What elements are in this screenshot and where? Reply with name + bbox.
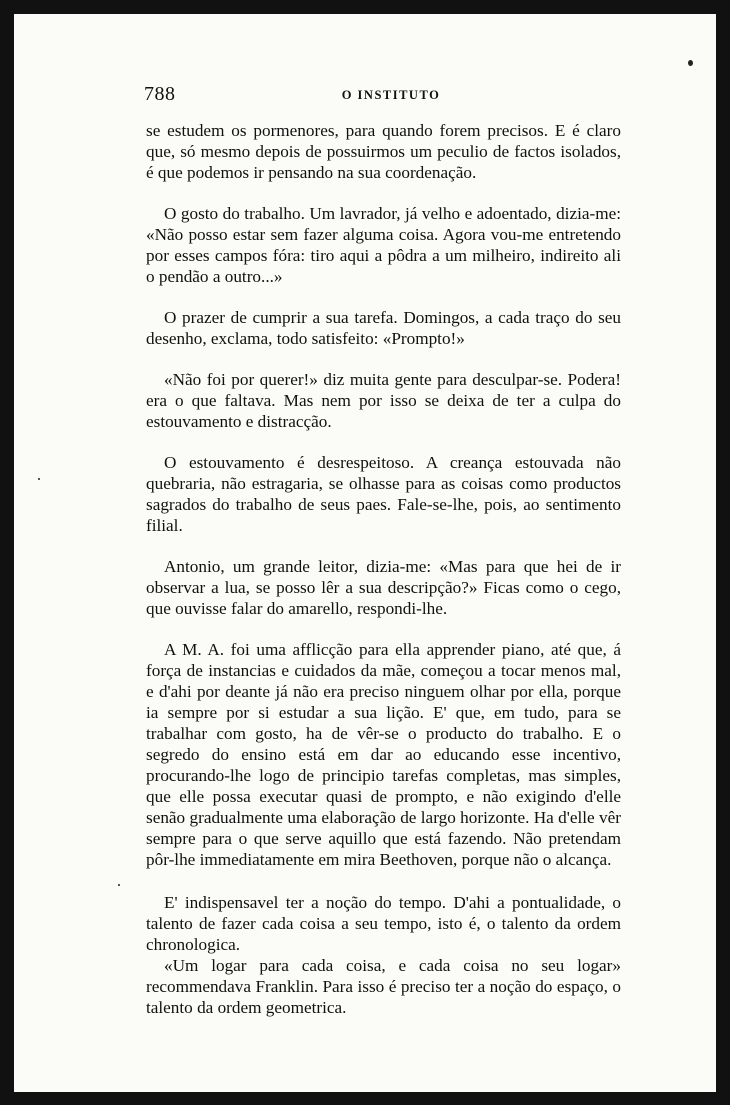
paragraph-8: E' indispensavel ter a noção do tempo. D'ahi a pontualidade, o talento de fazer cada coisa a seu tempo, isto é, o talento da ordem chronologica. — [146, 893, 621, 954]
paragraph-1: se estudem os pormenores, para quando forem precisos. E é claro que, só mesmo depois de possuirmos um peculio de factos isolados, é que podemos ir pensando na sua coordenação. — [146, 121, 621, 182]
running-title: O INSTITUTO — [341, 88, 441, 102]
body-text — [146, 120, 621, 1018]
paragraph-3: O prazer de cumprir a sua tarefa. Domingos, a cada traço do seu desenho, exclama, todo satisfeito: «Prompto!» — [146, 308, 621, 348]
page-number: 788 — [144, 83, 176, 105]
paragraph-5: O estouvamento é desrespeitoso. A creança estouvada não quebraria, não estragaria, se olhasse para as coisas como productos sagrados do trabalho de seus paes. Fale-se-lhe, pois, ao sentimento filial. — [146, 453, 621, 535]
ink-speck — [118, 884, 120, 886]
paragraph-4: «Não foi por querer!» diz muita gente para desculpar-se. Podera! era o que faltava. Mas nem por isso se deixa de ter a culpa do estouvamento e distracção. — [146, 370, 621, 431]
paragraph-6: Antonio, um grande leitor, dizia-me: «Mas para que hei de ir observar a lua, se posso lêr a sua descripção?» Ficas como o cego, que ouvisse falar do amarello, respondi-lhe. — [146, 557, 621, 618]
ink-speck — [38, 478, 40, 480]
paragraph-7: A M. A. foi uma afflicção para ella apprender piano, até que, á força de instancias e cuidados da mãe, começou a tocar menos mal, e d'ahi por deante já não era preciso ninguem olhar por ella, porque ia sempre por si estudar a sua lição. E' que, em tudo, para se trabalhar com gosto, ha de vêr-se o producto do trabalho. E o segredo do ensino está em dar ao educando esse incentivo, procurando-lhe logo de principio tarefas completas, mas simples, que elle possa executar quasi de prompto, e não exigindo d'elle senão gradualmente uma elaboração de largo horizonte. Ha d'elle vêr sempre para o que serve aquillo que está fazendo. Não pretendam pôr-lhe immediatamente em mira Beethoven, porque não o alcança. — [146, 640, 621, 869]
paragraph-9: «Um logar para cada coisa, e cada coisa no seu logar» recommendava Franklin. Para isso é preciso ter a noção do espaço, o talento da ordem geometrica. — [146, 956, 621, 1017]
page-header — [144, 83, 638, 107]
ink-speck — [688, 60, 693, 66]
paragraph-2: O gosto do trabalho. Um lavrador, já velho e adoentado, dizia-me: «Não posso estar sem fazer alguma coisa. Agora vou-me entretendo por esses campos fóra: tiro aqui a pôdra a um milheiro, indireito ali o pendão a outro...» — [146, 204, 621, 286]
